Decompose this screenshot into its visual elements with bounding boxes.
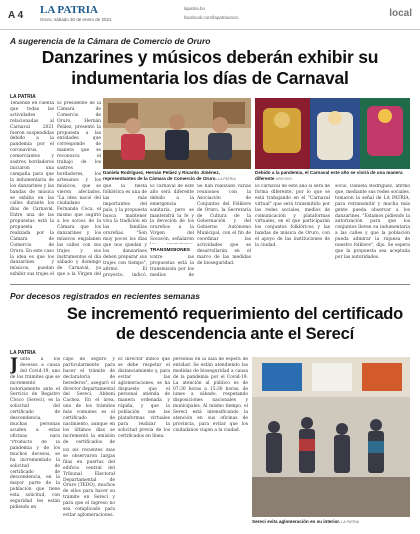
article1-col7: socio, Daniela Rodríguez, afirmó que, mediante sus redes sociales, tomaron la señal de LA PATRIA, para retransmitir y mucha más gente pueda observar a los danzarines. "Estamos pidiendo la autorización para que los conjuntos lleven su indumentaria a las calles y que la población pueda admirar la riqueza de nuestro folklore", dijo. Se espera que la propuesta sea aceptada por las autoridades. (335, 184, 410, 260)
article1-photo-chamber (103, 98, 251, 169)
article2-kicker: Por decesos registrados en recientes semanas (10, 291, 200, 301)
section-label: local (389, 8, 412, 19)
article1-byline: LA PATRIA (10, 94, 36, 100)
article2-col1-text: unto a los decesos a causa del Covid-19, uno de los trámites que se incrementó notoriamente ante el Servicio de Registro Cívico (Serecí), es la solicitud del certificado de descendencia, muchas personas acuden a estas oficinas para (10, 357, 60, 437)
photo2-credit: ARCHIVO (275, 177, 293, 181)
carnival-dancers-illustration (255, 98, 410, 169)
article1-col3: que la fiesta folklórica es una de las más importantes del país, y la propuesta busca mantener viva la tradición en las familias orureñas. "Son muy pocos los días que nos quedan y los danzarines deben preparar sus trajes con tiempo", afirmó. El proyecto, indicó, (103, 184, 147, 277)
article2-col3: capo de seguro y particularmente para hacer el trámite de declaratoria de herederos", aseguró el director departamental del Serecí, Abbeni Cachez. En el área, uno de los trámites más comunes es el certificado de nacimiento, aunque en los últimos días se incrementó la emisión de certificados de (63, 357, 115, 445)
article1-subhead-text: Entre las propuestas está la transmisión por los medios de (150, 255, 194, 277)
photo1-credit: LA PATRIA (218, 177, 236, 181)
article1-photo-carnival (255, 98, 410, 169)
article2-photo-credit: LA PATRIA (341, 520, 360, 524)
article2-photo-sereci (252, 357, 410, 517)
dateline: Oruro, sábado 30 de enero de 2021 (40, 17, 112, 22)
article1-headline: Danzarines y músicos deberán exhibir su indumentaria los días de Carnaval (41, 47, 379, 88)
article2-dropcap: J (10, 357, 19, 375)
article1-col1: Teniendo en cuenta que todas las actividades relacionadas al Carnaval 2021 fueron suspendidas debido a la pandemia por el coronavirus, comerciantes y sastres bordadores iniciaron una campaña para que la indumentaria de los danzarines y las bandas de música se exhiba en las calles durante los días de Carnaval. Entre una de las propuestas está la propuesta realizada por la Cámara de Comercio de Oruro. En este caso la idea es que los danzarines y músicos, puedan exhibir sus trajes el (10, 101, 54, 277)
photo2-caption-text: Debido a la pandemia, el Carnaval este año se vivirá de una manera diferente (255, 170, 403, 181)
sereci-office-illustration (252, 357, 410, 517)
article1-subhead: TRANSMISIONES (150, 248, 190, 253)
section-divider (10, 284, 410, 285)
article1-photo2-caption (255, 170, 410, 182)
chamber-representants-illustration (103, 98, 251, 169)
page-number: A 4 (8, 10, 24, 21)
photo1-caption-text: Daniela Rodríguez, Hernán Peláez y Ricardo Jiménez, representantes de la Cámara de Comercio de Oruro. (103, 170, 220, 181)
article1-photo1-caption (103, 170, 251, 182)
article2-headline: Se incrementó requerimiento del certificado de descendencia ante el Serecí (66, 305, 404, 343)
social-link-facebook[interactable]: facebook.com/lapatriaoruro (184, 15, 239, 20)
article1-col5: Se han realizado varias reuniones con la Asociación de Conjuntos del Folklore de Oruro, la Secretaría de Cultura de la Gobernación y del Gobierno Autónomo Municipal, con el fin de coordinar las actividades que se desarrollarán en el marco de las medidas de bioseguridad. (197, 184, 251, 266)
article2-col5: personas en la sala de espera de entidad. Se están atendiendo las medidas de bioseguridad a causa de la pandemia por el Covid-19. La atención al público es de 07:30 horas a 15:30 horas, de lunes a sábado, respetando disposiciones nacionales y municipales. Al mismo tiempo, el Serecí está intensificando la atención en sus oficinas de provincia, para evitar que los ciudadanos viajen a la ciudad. (173, 357, 248, 433)
article2-col6: El director indicó que se debe respetar el distanciamiento y, para evitar las aglomeraciones, se ha dispuesto que el personal atienda de manera ordenada y rápida, y que la población use las plataformas virtuales para realizar la solicitud previa de los certificados en línea. (118, 357, 170, 439)
article2-col1 (10, 357, 60, 437)
masthead: LA PATRIA (40, 4, 98, 16)
article2-col4: En los recientes días se observaron largas filas en puertas del edificio central del Tribunal Electoral Departamental de Oruro (TEDO), muchos de ellos para hacer su trámite en Serecí y para que el ingreso no sea complicado para evitar aglomeraciones. (63, 448, 115, 518)
article2-photo-caption (252, 519, 410, 525)
article1-kicker: A sugerencia de la Cámara de Comercio de Oruro (10, 36, 211, 46)
article1-col2: El presidente de la Cámara de Comercio de Oruro, Hernán Peláez, presentó la propuesta a las entidades que corresponde de manera que se reconozca el trabajo de los sastres bordadores, los artesanos y los músicos, que se vieron afectados. "La idea nació del ciudadano Fernando Coca, el mismo que sugirió a los socios de la Cámara que los danzarines y los músicos engalanen las calles con sus trajes y sus instrumentos el día sábado y domingo de Carnaval, ya que a la Virgen del (57, 101, 101, 277)
article2-photo-caption-text: Serecí evita aglomeración en su interior. (252, 519, 341, 524)
article1-col4: El carnaval de este año será diferente debido a la emergencia sanitaria, pero se mantendrá la fe y la devoción de los orureños a la Virgen del Socavón, señalaron (150, 184, 194, 243)
social-link-web[interactable]: lapatria.bo (184, 6, 206, 11)
page-header (0, 0, 420, 30)
article1-col6: El carnaval de este año sí será de forma diferente, por lo que se está trabajando en el "Carnaval virtual" que será transmitido por las redes sociales, medios de comunicación y plataformas virtuales, en el que participarán los conjuntos folklóricos y las bandas de música de Oruro, con el apoyo de las instituciones de la ciudad. (255, 184, 330, 249)
article2-col2: "Producto de la pandemia y de los muchos decesos, se ha incrementado la solicitud de certificado de descendencia, en la mayor parte de la población que tiene esta solicitud, con seguridad les están pidiendo en (10, 440, 60, 510)
article2-byline: LA PATRIA (10, 350, 36, 356)
